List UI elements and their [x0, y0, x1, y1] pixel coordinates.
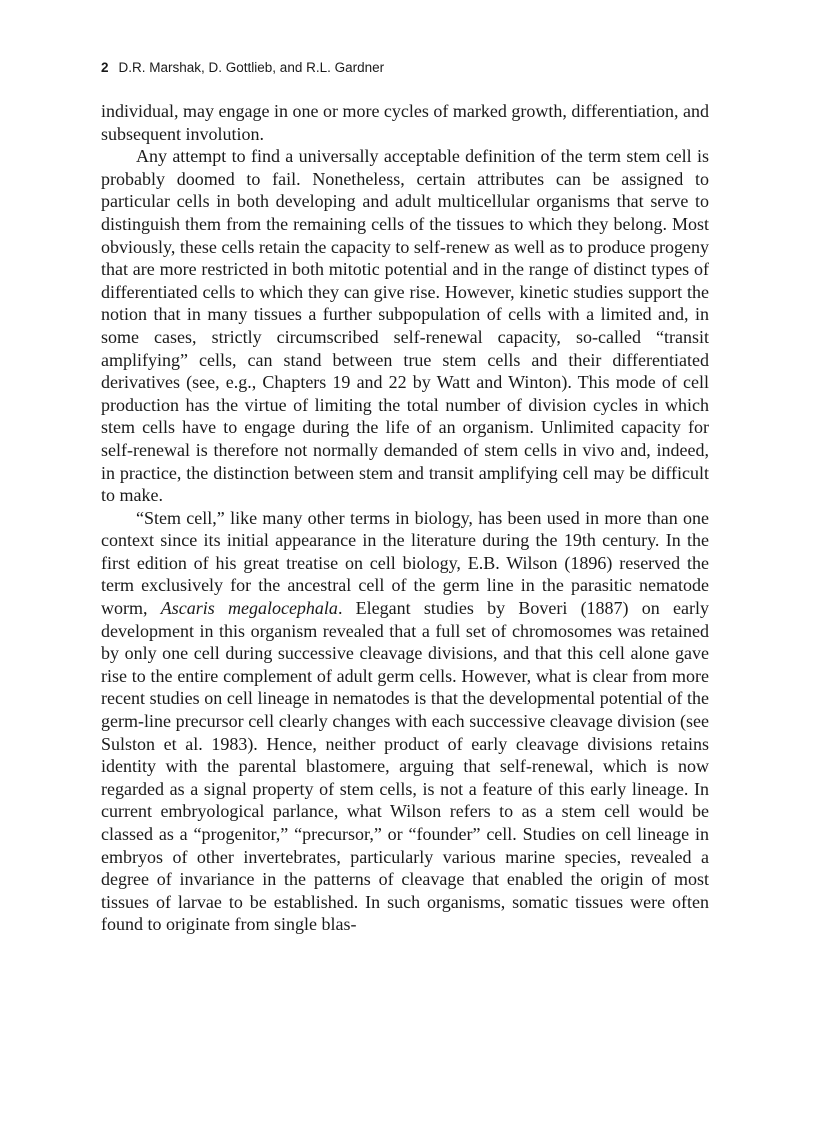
header-authors: D.R. Marshak, D. Gottlieb, and R.L. Gardner	[118, 60, 385, 75]
paragraph-2: Any attempt to find a universally acceptable definition of the term stem cell is probably doomed to fail. Nonetheless, certain attributes can be assigned to particular cells in both developing and adult multicellular organisms that serve to distinguish them from the remaining cells of the tissues to which they belong. Most obviously, these cells retain the capacity to self-renew as well as to produce progeny that are more restricted in both mitotic potential and in the range of distinct types of differentiated cells to which they can give rise. However, kinetic studies support the notion that in many tissues a further subpopulation of cells with a limited and, in some cases, strictly circumscribed self-renewal capacity, so-called “transit amplifying” cells, can stand between true stem cells and their differentiated derivatives (see, e.g., Chapters 19 and 22 by Watt and Winton). This mode of cell production has the virtue of limiting the total number of division cycles in which stem cells have to engage during the life of an organism. Unlimited capacity for self-renewal is therefore not normally demanded of stem cells in vivo and, indeed, in practice, the distinction between stem and transit amplifying cell may be difficult to make.	[101, 146, 709, 506]
page-number: 2	[101, 60, 109, 75]
body-text	[101, 100, 709, 936]
paragraph-1: individual, may engage in one or more cycles of marked growth, differentiation, and subsequent involution.	[101, 101, 709, 144]
paragraph-3	[101, 507, 709, 936]
running-header	[101, 60, 384, 75]
species-name: Ascaris megalocephala	[160, 598, 338, 619]
paragraph-3-end: . Elegant studies by Boveri (1887) on early development in this organism revealed that a full set of chromosomes was retained by only one cell during successive cleavage divisions, and that this cell alone gave rise to the entire complement of adult germ cells. However, what is clear from more recent studies on cell lineage in nematodes is that the developmental potential of the germ-line precursor cell clearly changes with each successive cleavage division (see Sulston et al. 1983). Hence, neither product of early cleavage divisions retains identity with the parental blastomere, arguing that self-renewal, which is now regarded as a signal property of stem cells, is not a feature of this early lineage. In current embryological parlance, what Wilson refers to as a stem cell would be classed as a “progenitor,” “precursor,” or “founder” cell. Studies on cell lineage in embryos of other invertebrates, particularly various marine species, revealed a degree of invariance in the patterns of cleavage that enabled the origin of most tissues of larvae to be established. In such organisms, somatic tissues were often found to originate from single blas-	[101, 598, 709, 935]
paragraph-3-start: “Stem cell,” like many other terms in biology, has been used in more than one context since its initial appearance in the literature during the 19th century. In the first edition of his great treatise on cell biology, E.B. Wilson (1896) reserved the term exclusively for the ancestral cell of the germ line in the parasitic nematode worm,	[101, 507, 709, 619]
